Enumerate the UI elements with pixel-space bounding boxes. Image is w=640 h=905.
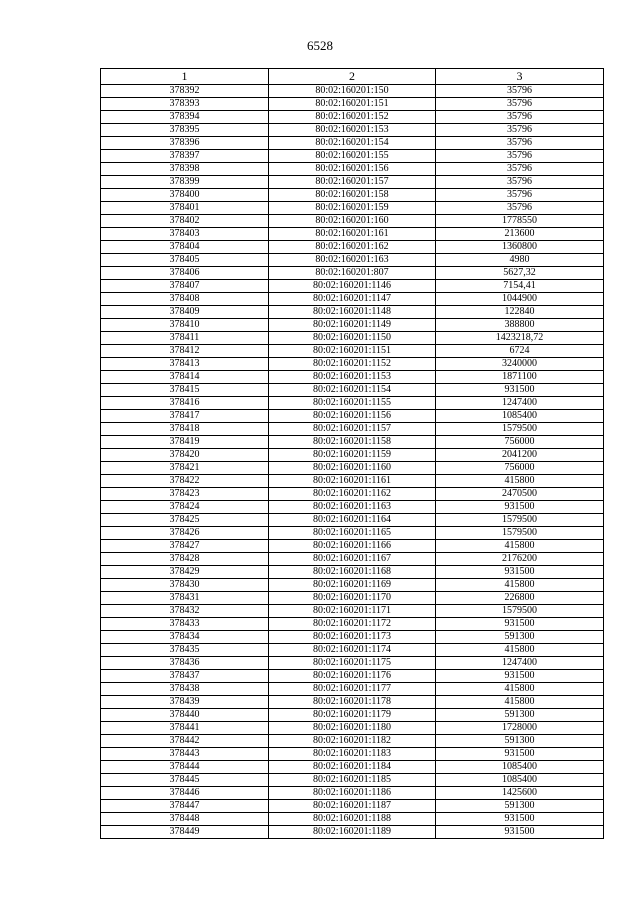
record-number-cell: 378444: [101, 761, 269, 774]
cadastral-number-cell: 80:02:160201:152: [269, 111, 436, 124]
record-number-cell: 378437: [101, 670, 269, 683]
value-cell: 1085400: [436, 774, 604, 787]
cadastral-number-cell: 80:02:160201:1188: [269, 813, 436, 826]
value-cell: 415800: [436, 579, 604, 592]
value-cell: 35796: [436, 124, 604, 137]
cadastral-number-cell: 80:02:160201:1150: [269, 332, 436, 345]
record-number-cell: 378409: [101, 306, 269, 319]
value-cell: 122840: [436, 306, 604, 319]
table-row: [101, 384, 604, 397]
value-cell: 226800: [436, 592, 604, 605]
record-number-cell: 378400: [101, 189, 269, 202]
cadastral-number-cell: 80:02:160201:1166: [269, 540, 436, 553]
value-cell: 1579500: [436, 423, 604, 436]
value-cell: 35796: [436, 85, 604, 98]
cadastral-number-cell: 80:02:160201:155: [269, 150, 436, 163]
record-number-cell: 378430: [101, 579, 269, 592]
value-cell: 35796: [436, 176, 604, 189]
record-number-cell: 378434: [101, 631, 269, 644]
record-number-cell: 378403: [101, 228, 269, 241]
cadastral-number-cell: 80:02:160201:150: [269, 85, 436, 98]
cadastral-number-cell: 80:02:160201:1157: [269, 423, 436, 436]
value-cell: 591300: [436, 735, 604, 748]
cadastral-number-cell: 80:02:160201:1185: [269, 774, 436, 787]
cadastral-number-cell: 80:02:160201:161: [269, 228, 436, 241]
value-cell: 591300: [436, 709, 604, 722]
table-row: [101, 410, 604, 423]
table-row: [101, 163, 604, 176]
value-cell: 1778550: [436, 215, 604, 228]
cadastral-number-cell: 80:02:160201:1154: [269, 384, 436, 397]
cadastral-number-cell: 80:02:160201:1180: [269, 722, 436, 735]
cadastral-number-cell: 80:02:160201:1159: [269, 449, 436, 462]
value-cell: 931500: [436, 618, 604, 631]
table-row: [101, 332, 604, 345]
record-number-cell: 378399: [101, 176, 269, 189]
cadastral-number-cell: 80:02:160201:1168: [269, 566, 436, 579]
value-cell: 931500: [436, 748, 604, 761]
cadastral-number-cell: 80:02:160201:160: [269, 215, 436, 228]
table-row: [101, 475, 604, 488]
value-cell: 4980: [436, 254, 604, 267]
cadastral-number-cell: 80:02:160201:807: [269, 267, 436, 280]
table-row: [101, 319, 604, 332]
table-row: [101, 397, 604, 410]
value-cell: 415800: [436, 696, 604, 709]
record-number-cell: 378443: [101, 748, 269, 761]
value-cell: 756000: [436, 462, 604, 475]
cadastral-number-cell: 80:02:160201:1187: [269, 800, 436, 813]
table-row: [101, 202, 604, 215]
record-number-cell: 378396: [101, 137, 269, 150]
cadastral-number-cell: 80:02:160201:1152: [269, 358, 436, 371]
record-number-cell: 378411: [101, 332, 269, 345]
table-body: [101, 85, 604, 839]
table-row: [101, 631, 604, 644]
table-row: [101, 280, 604, 293]
record-number-cell: 378392: [101, 85, 269, 98]
table-row: [101, 735, 604, 748]
cadastral-number-cell: 80:02:160201:1153: [269, 371, 436, 384]
cadastral-number-cell: 80:02:160201:1171: [269, 605, 436, 618]
record-number-cell: 378435: [101, 644, 269, 657]
record-number-cell: 378394: [101, 111, 269, 124]
value-cell: 931500: [436, 501, 604, 514]
record-number-cell: 378429: [101, 566, 269, 579]
value-cell: 931500: [436, 813, 604, 826]
cadastral-number-cell: 80:02:160201:1167: [269, 553, 436, 566]
cadastral-number-cell: 80:02:160201:1147: [269, 293, 436, 306]
value-cell: 1425600: [436, 787, 604, 800]
table-row: [101, 644, 604, 657]
table-row: [101, 501, 604, 514]
value-cell: 931500: [436, 826, 604, 839]
page-number: 6528: [307, 38, 333, 53]
column-header-1: 1: [101, 69, 269, 85]
table-row: [101, 605, 604, 618]
cadastral-number-cell: 80:02:160201:156: [269, 163, 436, 176]
value-cell: 931500: [436, 566, 604, 579]
record-number-cell: 378398: [101, 163, 269, 176]
cadastral-number-cell: 80:02:160201:1172: [269, 618, 436, 631]
value-cell: 5627,32: [436, 267, 604, 280]
table-row: [101, 774, 604, 787]
table-row: [101, 228, 604, 241]
table-row: [101, 566, 604, 579]
value-cell: 1579500: [436, 605, 604, 618]
value-cell: 7154,41: [436, 280, 604, 293]
table-row: [101, 371, 604, 384]
value-cell: 2041200: [436, 449, 604, 462]
cadastral-number-cell: 80:02:160201:1148: [269, 306, 436, 319]
record-number-cell: 378431: [101, 592, 269, 605]
value-cell: 35796: [436, 150, 604, 163]
value-cell: 35796: [436, 202, 604, 215]
record-number-cell: 378418: [101, 423, 269, 436]
table-row: [101, 787, 604, 800]
table-row: [101, 150, 604, 163]
value-cell: 1871100: [436, 371, 604, 384]
record-number-cell: 378407: [101, 280, 269, 293]
cadastral-number-cell: 80:02:160201:1149: [269, 319, 436, 332]
record-number-cell: 378436: [101, 657, 269, 670]
record-number-cell: 378438: [101, 683, 269, 696]
record-number-cell: 378422: [101, 475, 269, 488]
value-cell: 931500: [436, 670, 604, 683]
record-number-cell: 378449: [101, 826, 269, 839]
record-number-cell: 378440: [101, 709, 269, 722]
value-cell: 3240000: [436, 358, 604, 371]
table-row: [101, 514, 604, 527]
record-number-cell: 378445: [101, 774, 269, 787]
value-cell: 1423218,72: [436, 332, 604, 345]
record-number-cell: 378420: [101, 449, 269, 462]
cadastral-number-cell: 80:02:160201:1162: [269, 488, 436, 501]
record-number-cell: 378401: [101, 202, 269, 215]
record-number-cell: 378427: [101, 540, 269, 553]
table-row: [101, 462, 604, 475]
record-number-cell: 378426: [101, 527, 269, 540]
cadastral-number-cell: 80:02:160201:151: [269, 98, 436, 111]
cadastral-number-cell: 80:02:160201:1186: [269, 787, 436, 800]
record-number-cell: 378425: [101, 514, 269, 527]
record-number-cell: 378410: [101, 319, 269, 332]
value-cell: 415800: [436, 683, 604, 696]
record-number-cell: 378447: [101, 800, 269, 813]
table-row: [101, 98, 604, 111]
value-cell: 35796: [436, 137, 604, 150]
table-row: [101, 748, 604, 761]
cadastral-number-cell: 80:02:160201:1165: [269, 527, 436, 540]
cadastral-number-cell: 80:02:160201:1189: [269, 826, 436, 839]
cadastral-number-cell: 80:02:160201:1173: [269, 631, 436, 644]
table-row: [101, 657, 604, 670]
table-row: [101, 254, 604, 267]
table-row: [101, 449, 604, 462]
table-row: [101, 579, 604, 592]
table-row: [101, 527, 604, 540]
table-row: [101, 176, 604, 189]
record-number-cell: 378416: [101, 397, 269, 410]
value-cell: 6724: [436, 345, 604, 358]
record-number-cell: 378415: [101, 384, 269, 397]
cadastral-number-cell: 80:02:160201:154: [269, 137, 436, 150]
value-cell: 1728000: [436, 722, 604, 735]
record-number-cell: 378404: [101, 241, 269, 254]
record-number-cell: 378414: [101, 371, 269, 384]
table-row: [101, 722, 604, 735]
column-header-3: 3: [436, 69, 604, 85]
record-number-cell: 378421: [101, 462, 269, 475]
table-row: [101, 137, 604, 150]
registry-table: [100, 68, 604, 839]
value-cell: 35796: [436, 111, 604, 124]
value-cell: 213600: [436, 228, 604, 241]
cadastral-number-cell: 80:02:160201:1184: [269, 761, 436, 774]
table-row: [101, 306, 604, 319]
table-row: [101, 436, 604, 449]
cadastral-number-cell: 80:02:160201:1169: [269, 579, 436, 592]
value-cell: 1085400: [436, 761, 604, 774]
table-row: [101, 189, 604, 202]
value-cell: 2470500: [436, 488, 604, 501]
cadastral-number-cell: 80:02:160201:1182: [269, 735, 436, 748]
record-number-cell: 378442: [101, 735, 269, 748]
record-number-cell: 378439: [101, 696, 269, 709]
record-number-cell: 378413: [101, 358, 269, 371]
value-cell: 1085400: [436, 410, 604, 423]
table-row: [101, 696, 604, 709]
cadastral-number-cell: 80:02:160201:159: [269, 202, 436, 215]
table-row: [101, 709, 604, 722]
record-number-cell: 378428: [101, 553, 269, 566]
cadastral-number-cell: 80:02:160201:162: [269, 241, 436, 254]
table-row: [101, 540, 604, 553]
cadastral-number-cell: 80:02:160201:163: [269, 254, 436, 267]
table-row: [101, 800, 604, 813]
value-cell: 1579500: [436, 527, 604, 540]
cadastral-number-cell: 80:02:160201:1183: [269, 748, 436, 761]
record-number-cell: 378424: [101, 501, 269, 514]
table-row: [101, 267, 604, 280]
value-cell: 1044900: [436, 293, 604, 306]
table-row: [101, 683, 604, 696]
value-cell: 756000: [436, 436, 604, 449]
cadastral-number-cell: 80:02:160201:1155: [269, 397, 436, 410]
table-row: [101, 423, 604, 436]
record-number-cell: 378419: [101, 436, 269, 449]
cadastral-number-cell: 80:02:160201:1156: [269, 410, 436, 423]
record-number-cell: 378395: [101, 124, 269, 137]
value-cell: 35796: [436, 98, 604, 111]
record-number-cell: 378417: [101, 410, 269, 423]
value-cell: 931500: [436, 384, 604, 397]
record-number-cell: 378441: [101, 722, 269, 735]
cadastral-number-cell: 80:02:160201:1178: [269, 696, 436, 709]
table-row: [101, 293, 604, 306]
table-row: [101, 488, 604, 501]
table-row: [101, 670, 604, 683]
table-row: [101, 85, 604, 98]
table-row: [101, 241, 604, 254]
cadastral-number-cell: 80:02:160201:1176: [269, 670, 436, 683]
record-number-cell: 378448: [101, 813, 269, 826]
record-number-cell: 378446: [101, 787, 269, 800]
value-cell: 1360800: [436, 241, 604, 254]
table-row: [101, 358, 604, 371]
cadastral-number-cell: 80:02:160201:1174: [269, 644, 436, 657]
cadastral-number-cell: 80:02:160201:1170: [269, 592, 436, 605]
cadastral-number-cell: 80:02:160201:1161: [269, 475, 436, 488]
column-header-2: 2: [269, 69, 436, 85]
cadastral-number-cell: 80:02:160201:1175: [269, 657, 436, 670]
cadastral-number-cell: 80:02:160201:1151: [269, 345, 436, 358]
cadastral-number-cell: 80:02:160201:153: [269, 124, 436, 137]
table-row: [101, 826, 604, 839]
table-row: [101, 124, 604, 137]
table-row: [101, 761, 604, 774]
value-cell: 35796: [436, 163, 604, 176]
record-number-cell: 378405: [101, 254, 269, 267]
table-row: [101, 111, 604, 124]
table-header: [101, 69, 604, 85]
record-number-cell: 378408: [101, 293, 269, 306]
cadastral-number-cell: 80:02:160201:158: [269, 189, 436, 202]
table-row: [101, 592, 604, 605]
cadastral-number-cell: 80:02:160201:157: [269, 176, 436, 189]
record-number-cell: 378433: [101, 618, 269, 631]
record-number-cell: 378397: [101, 150, 269, 163]
header-row: [101, 69, 604, 85]
record-number-cell: 378432: [101, 605, 269, 618]
value-cell: 388800: [436, 319, 604, 332]
value-cell: 415800: [436, 644, 604, 657]
value-cell: 591300: [436, 631, 604, 644]
value-cell: 1247400: [436, 657, 604, 670]
value-cell: 415800: [436, 540, 604, 553]
record-number-cell: 378406: [101, 267, 269, 280]
cadastral-number-cell: 80:02:160201:1177: [269, 683, 436, 696]
table-row: [101, 553, 604, 566]
cadastral-number-cell: 80:02:160201:1160: [269, 462, 436, 475]
value-cell: 1579500: [436, 514, 604, 527]
value-cell: 1247400: [436, 397, 604, 410]
value-cell: 35796: [436, 189, 604, 202]
cadastral-number-cell: 80:02:160201:1158: [269, 436, 436, 449]
table-row: [101, 618, 604, 631]
table-row: [101, 215, 604, 228]
cadastral-number-cell: 80:02:160201:1164: [269, 514, 436, 527]
record-number-cell: 378393: [101, 98, 269, 111]
cadastral-number-cell: 80:02:160201:1146: [269, 280, 436, 293]
value-cell: 2176200: [436, 553, 604, 566]
value-cell: 591300: [436, 800, 604, 813]
record-number-cell: 378402: [101, 215, 269, 228]
table-row: [101, 345, 604, 358]
cadastral-number-cell: 80:02:160201:1163: [269, 501, 436, 514]
record-number-cell: 378412: [101, 345, 269, 358]
cadastral-number-cell: 80:02:160201:1179: [269, 709, 436, 722]
table-row: [101, 813, 604, 826]
value-cell: 415800: [436, 475, 604, 488]
record-number-cell: 378423: [101, 488, 269, 501]
